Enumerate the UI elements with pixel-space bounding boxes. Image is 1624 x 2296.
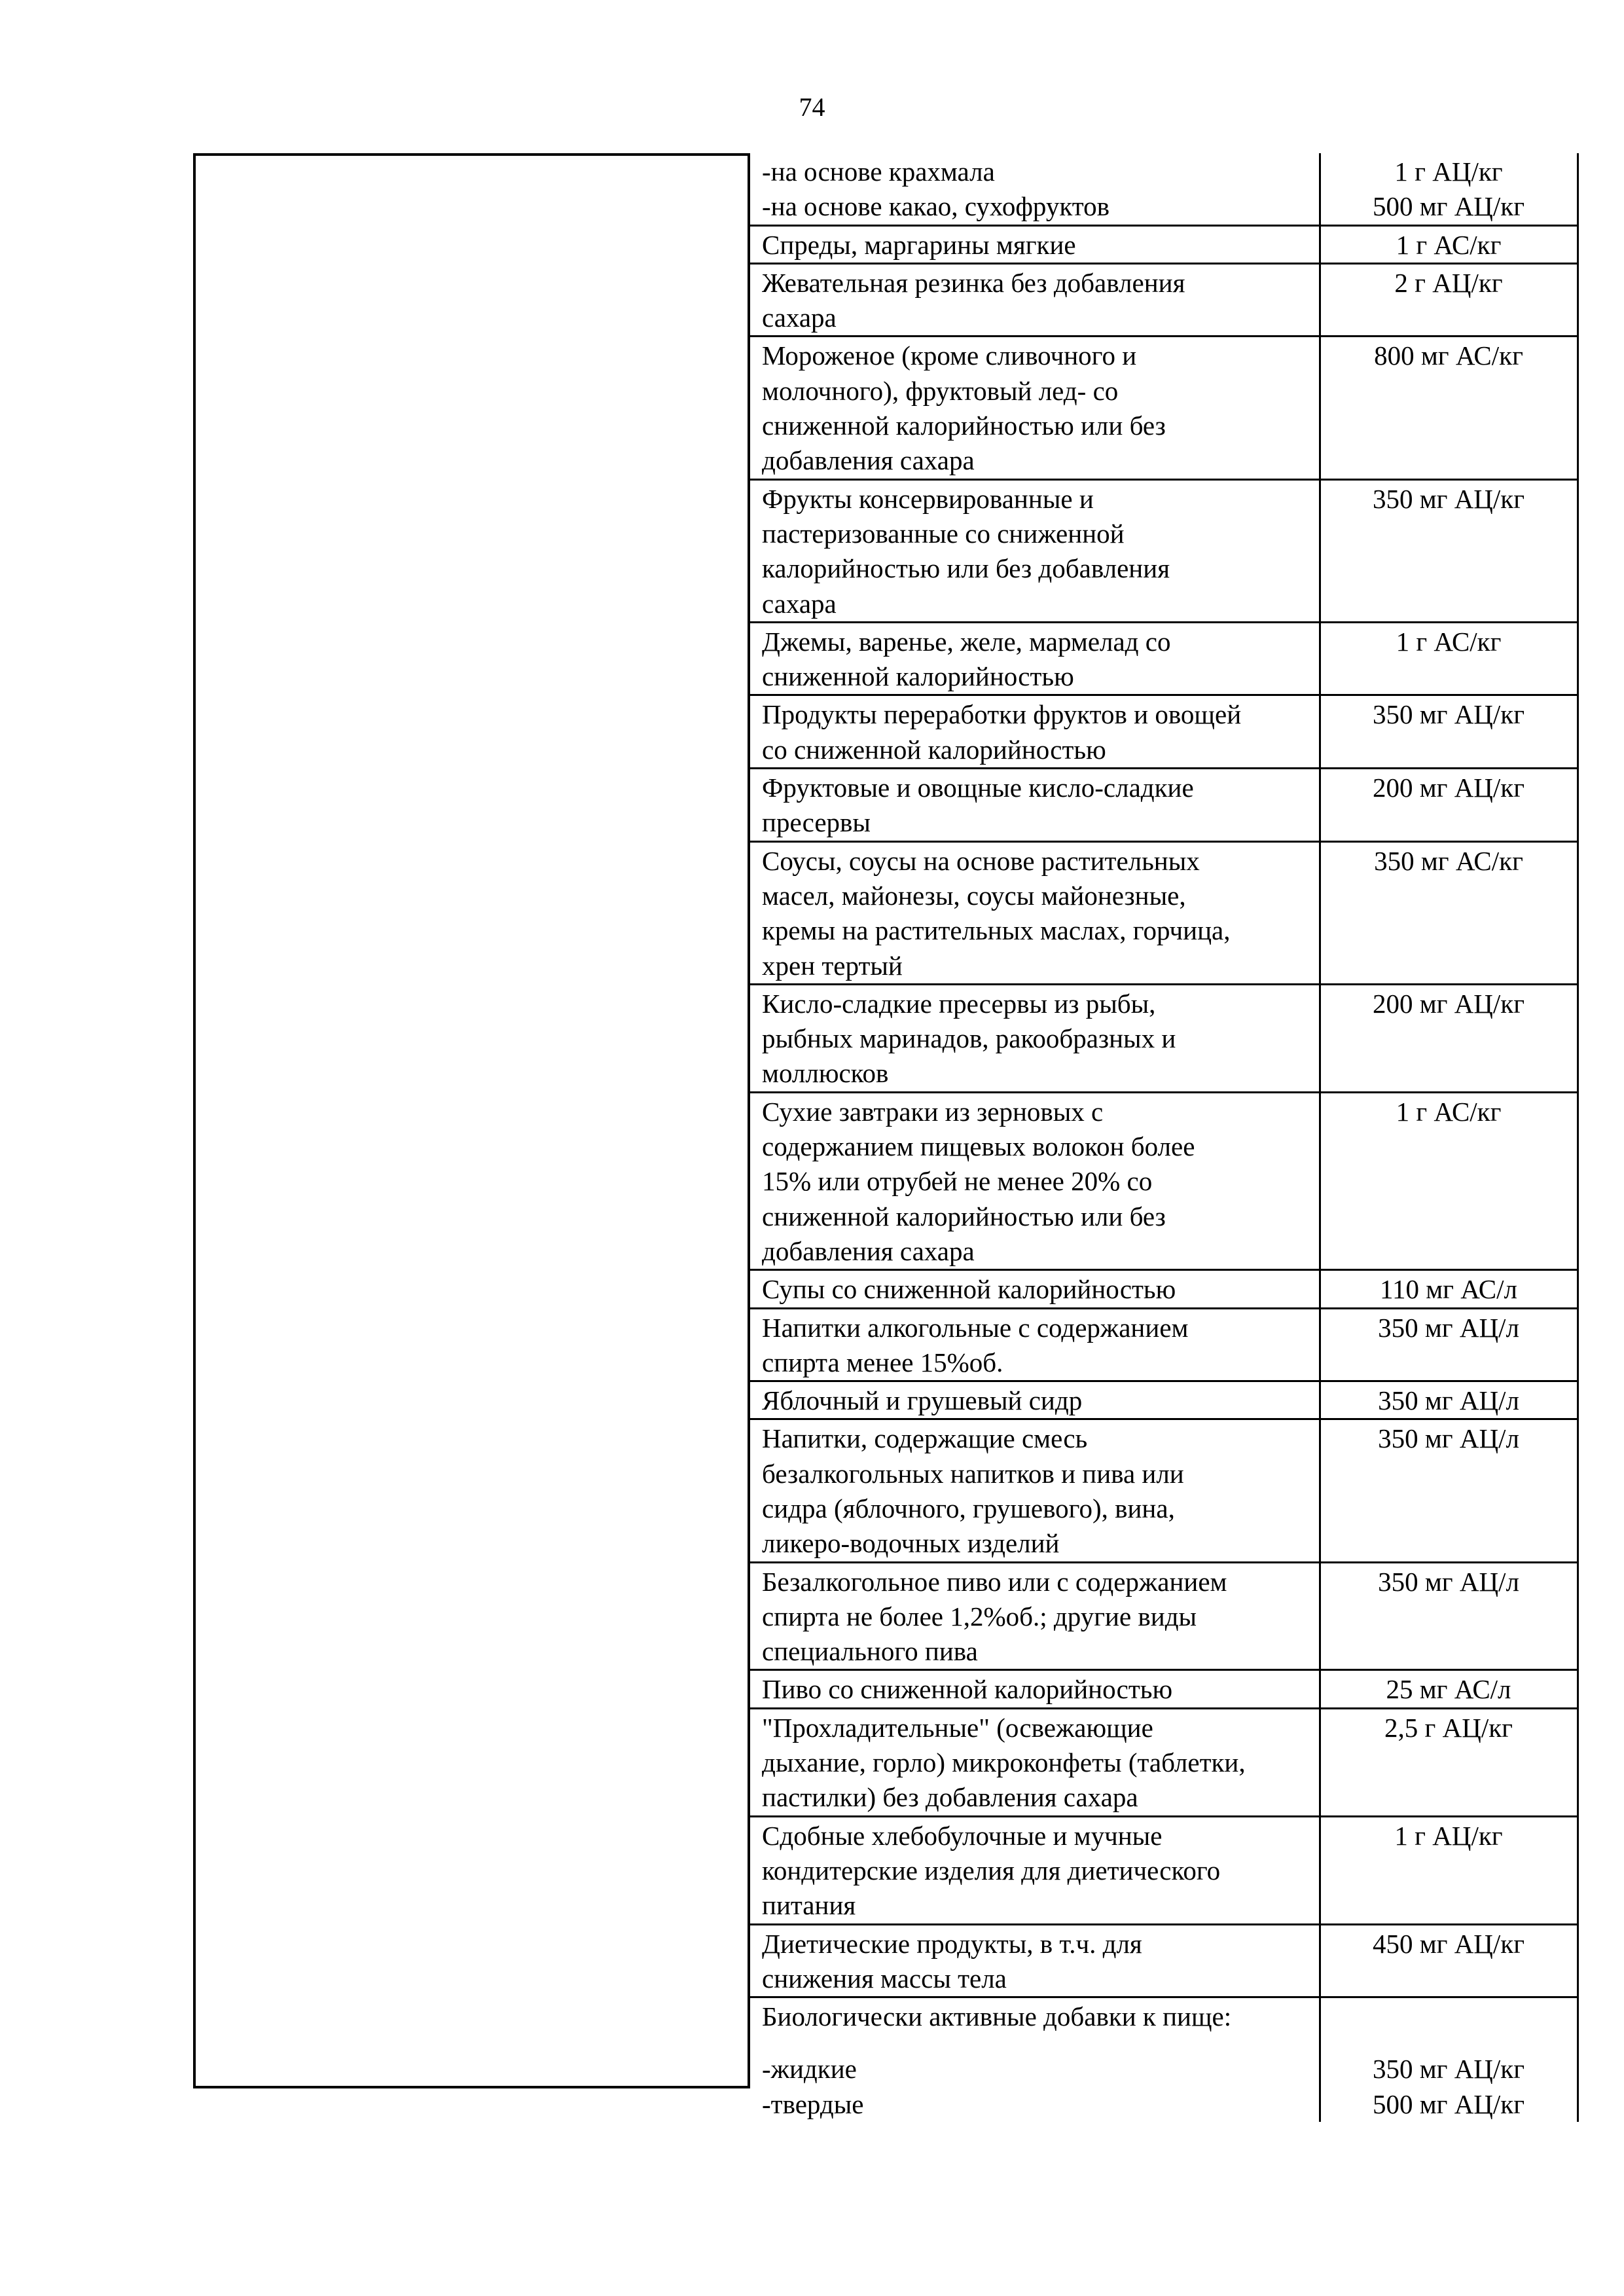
max-level-cell — [1320, 1562, 1578, 1670]
table-body — [750, 153, 1578, 2122]
product-category-text: кондитерские изделия для диетического — [762, 1855, 1221, 1886]
product-category-text: кремы на растительных маслах, горчица, — [762, 915, 1231, 946]
max-level-cell — [1320, 984, 1578, 1092]
product-category-text: -на основе крахмала — [762, 156, 995, 187]
product-category-text: сахара — [762, 302, 837, 333]
max-level-text: 350 мг АЦ/кг — [1372, 2054, 1525, 2085]
additive-limits-table — [750, 153, 1579, 2122]
product-category-cell — [750, 622, 1320, 695]
product-category-text: содержанием пищевых волокон более — [762, 1131, 1195, 1162]
max-level-text: 200 мг АЦ/кг — [1372, 988, 1525, 1019]
product-category-text: рыбных маринадов, ракообразных и — [762, 1023, 1176, 1054]
product-category-text: Пиво со сниженной калорийностью — [762, 1674, 1173, 1705]
product-category-cell — [750, 263, 1320, 337]
product-category-cell — [750, 225, 1320, 263]
product-category-text: Сдобные хлебобулочные и мучные — [762, 1820, 1163, 1851]
product-category-text: сниженной калорийностью или без — [762, 1201, 1166, 1231]
product-category-text: дыхание, горло) микроконфеты (таблетки, — [762, 1747, 1246, 1778]
product-category-text: снижения массы тела — [762, 1963, 1007, 1994]
product-category-cell — [750, 1381, 1320, 1419]
max-level-cell — [1320, 1670, 1578, 1708]
product-category-cell — [750, 841, 1320, 984]
max-level-cell — [1320, 1092, 1578, 1269]
product-category-text: добавления сахара — [762, 445, 975, 476]
max-level-text: 500 мг АЦ/кг — [1372, 191, 1525, 222]
product-category-cell — [750, 1308, 1320, 1381]
product-category-text: Джемы, варенье, желе, мармелад со — [762, 626, 1171, 657]
product-category-text: Соусы, соусы на основе растительных — [762, 845, 1200, 876]
max-level-cell — [1320, 263, 1578, 337]
max-level-cell — [1320, 337, 1578, 479]
table-row — [750, 695, 1578, 769]
max-level-text: 200 мг АЦ/кг — [1372, 773, 1525, 803]
table-row — [750, 225, 1578, 263]
product-category-cell — [750, 1816, 1320, 1924]
product-category-text: Мороженое (кроме сливочного и — [762, 340, 1137, 371]
table-row — [750, 622, 1578, 695]
product-category-text: -на основе какао, сухофруктов — [762, 191, 1110, 222]
max-level-text: 350 мг АС/кг — [1374, 845, 1523, 876]
product-category-cell — [750, 1419, 1320, 1562]
product-category-text: со сниженной калорийностью — [762, 734, 1106, 765]
product-category-text: масел, майонезы, соусы майонезные, — [762, 880, 1186, 911]
max-level-text: 350 мг АЦ/кг — [1372, 699, 1525, 730]
max-level-text: 350 мг АЦ/л — [1378, 1385, 1519, 1416]
product-category-cell — [750, 479, 1320, 622]
table-row — [750, 1924, 1578, 1997]
product-category-cell — [750, 1924, 1320, 1997]
table-row — [750, 984, 1578, 1092]
max-level-text: 1 г АС/кг — [1396, 229, 1502, 260]
product-category-text: хрен тертый — [762, 950, 903, 981]
product-category-cell — [750, 1562, 1320, 1670]
product-category-cell — [750, 1708, 1320, 1816]
product-category-text: Биологически активные добавки к пище: — [762, 2001, 1232, 2032]
product-category-cell — [750, 984, 1320, 1092]
max-level-text: 25 мг АС/л — [1386, 1674, 1511, 1705]
max-level-text: 350 мг АЦ/л — [1378, 1566, 1519, 1597]
table-row — [750, 1708, 1578, 1816]
max-level-cell — [1320, 1997, 1578, 2122]
product-category-text: Жевательная резинка без добавления — [762, 267, 1185, 298]
product-category-text: добавления сахара — [762, 1235, 975, 1266]
max-level-text: 350 мг АЦ/кг — [1372, 483, 1525, 514]
product-category-text: Продукты переработки фруктов и овощей — [762, 699, 1242, 730]
table-row — [750, 479, 1578, 622]
max-level-text: 2,5 г АЦ/кг — [1384, 1712, 1513, 1743]
product-category-text: безалкогольных напитков и пива или — [762, 1458, 1184, 1489]
max-level-cell — [1320, 1816, 1578, 1924]
max-level-cell — [1320, 769, 1578, 842]
product-category-text: моллюсков — [762, 1058, 889, 1089]
table-row — [750, 1997, 1578, 2122]
max-level-cell — [1320, 695, 1578, 769]
product-category-text: Спреды, маргарины мягкие — [762, 229, 1076, 260]
product-category-text: ликеро-водочных изделий — [762, 1528, 1060, 1559]
empty-left-column — [193, 153, 750, 2088]
table-row — [750, 337, 1578, 479]
product-category-text: пастилки) без добавления сахара — [762, 1782, 1138, 1813]
max-level-cell — [1320, 479, 1578, 622]
product-category-text: Фрукты консервированные и — [762, 483, 1094, 514]
product-category-cell — [750, 1092, 1320, 1269]
max-level-cell — [1320, 1708, 1578, 1816]
product-category-text: -жидкие — [762, 2054, 857, 2085]
max-level-text: 1 г АС/кг — [1396, 626, 1502, 657]
table-row — [750, 1381, 1578, 1419]
table-row — [750, 769, 1578, 842]
table-row — [750, 1308, 1578, 1381]
max-level-text: 2 г АЦ/кг — [1394, 267, 1503, 298]
product-category-text: калорийностью или без добавления — [762, 553, 1170, 584]
product-category-text: сниженной калорийностью или без — [762, 410, 1166, 441]
product-category-cell — [750, 1270, 1320, 1308]
product-category-text: спирта не более 1,2%об.; другие виды — [762, 1601, 1197, 1631]
max-level-text — [1321, 1999, 1577, 2034]
table-row — [750, 263, 1578, 337]
product-category-text: Яблочный и грушевый сидр — [762, 1385, 1083, 1416]
max-level-text: 500 мг АЦ/кг — [1372, 2088, 1525, 2119]
table-row — [750, 153, 1578, 225]
max-level-text: 800 мг АС/кг — [1374, 340, 1523, 371]
product-category-text: пресервы — [762, 807, 871, 838]
product-category-text: питания — [762, 1890, 856, 1921]
product-category-cell — [750, 769, 1320, 842]
product-category-text: "Прохладительные" (освежающие — [762, 1712, 1153, 1743]
table-row — [750, 1419, 1578, 1562]
product-category-text: Диетические продукты, в т.ч. для — [762, 1928, 1142, 1959]
table-row — [750, 1270, 1578, 1308]
table-row — [750, 1562, 1578, 1670]
max-level-cell — [1320, 622, 1578, 695]
product-category-text: сидра (яблочного, грушевого), вина, — [762, 1493, 1175, 1523]
max-level-cell — [1320, 1270, 1578, 1308]
product-category-text: Напитки, содержащие смесь — [762, 1423, 1088, 1454]
product-category-text: специального пива — [762, 1636, 978, 1667]
product-category-text: молочного), фруктовый лед- со — [762, 375, 1119, 406]
table-row — [750, 841, 1578, 984]
max-level-text: 450 мг АЦ/кг — [1372, 1928, 1525, 1959]
max-level-cell — [1320, 1924, 1578, 1997]
max-level-text: 350 мг АЦ/л — [1378, 1423, 1519, 1454]
max-level-cell — [1320, 841, 1578, 984]
table-row — [750, 1670, 1578, 1708]
max-level-cell — [1320, 153, 1578, 225]
table-row — [750, 1092, 1578, 1269]
max-level-cell — [1320, 1381, 1578, 1419]
max-level-text: 1 г АС/кг — [1396, 1096, 1502, 1127]
product-category-cell — [750, 695, 1320, 769]
max-level-cell — [1320, 1419, 1578, 1562]
product-category-text: Кисло-сладкие пресервы из рыбы, — [762, 988, 1156, 1019]
max-level-text: 1 г АЦ/кг — [1394, 1820, 1503, 1851]
product-category-text: сниженной калорийностью — [762, 661, 1074, 692]
product-category-text: Супы со сниженной калорийностью — [762, 1274, 1176, 1305]
product-category-cell — [750, 1997, 1320, 2122]
product-category-text: спирта менее 15%об. — [762, 1347, 1003, 1377]
max-level-text: 350 мг АЦ/л — [1378, 1312, 1519, 1343]
product-category-text: сахара — [762, 588, 837, 619]
product-category-text: Безалкогольное пиво или с содержанием — [762, 1566, 1227, 1597]
max-level-text: 1 г АЦ/кг — [1394, 156, 1503, 187]
max-level-text: 110 мг АС/л — [1379, 1274, 1517, 1305]
product-category-cell — [750, 337, 1320, 479]
product-category-text: Сухие завтраки из зерновых с — [762, 1096, 1104, 1127]
product-category-cell — [750, 153, 1320, 225]
product-category-text: Напитки алкогольные с содержанием — [762, 1312, 1189, 1343]
page-number: 74 — [799, 92, 825, 122]
table-row — [750, 1816, 1578, 1924]
max-level-cell — [1320, 1308, 1578, 1381]
product-category-text: Фруктовые и овощные кисло-сладкие — [762, 773, 1194, 803]
product-category-text: 15% или отрубей не менее 20% со — [762, 1166, 1153, 1197]
max-level-cell — [1320, 225, 1578, 263]
product-category-cell — [750, 1670, 1320, 1708]
product-category-text: -твердые — [762, 2088, 864, 2119]
product-category-text: пастеризованные со сниженной — [762, 518, 1125, 549]
